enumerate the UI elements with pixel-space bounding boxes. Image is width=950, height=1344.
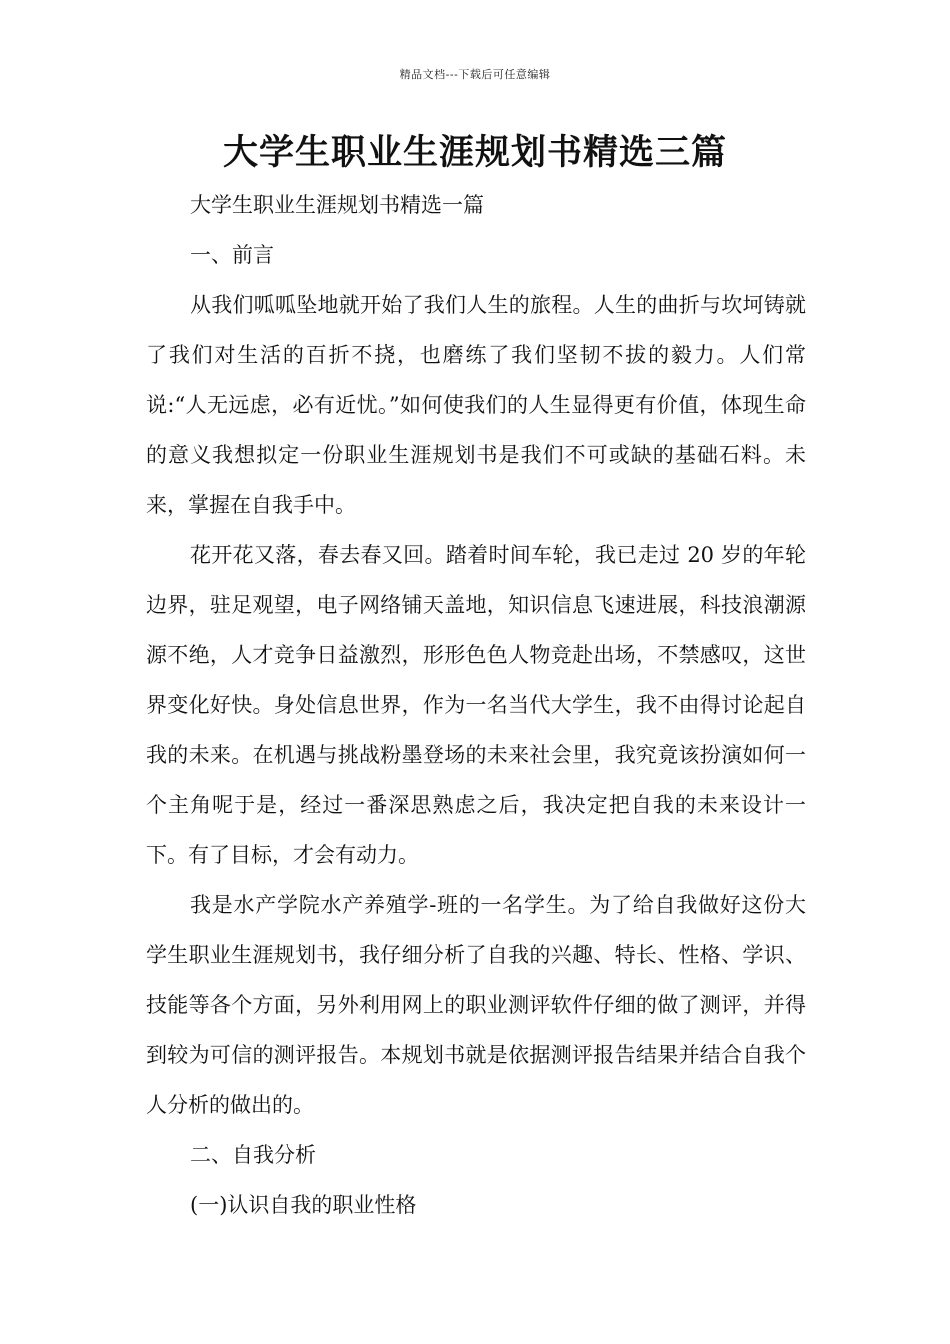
document-subtitle: 大学生职业生涯规划书精选一篇: [190, 193, 484, 217]
paragraph: 花开花又落，春去春又回。踏着时间车轮，我已走过 20 岁的年轮边界，驻足观望，电子网络铺天盖地，知识信息飞速进展，科技浪潮源源不绝，人才竞争日益激烈，形形色色人物竞赴出场，不禁感叹，这世界变化好快。身处信息世界，作为一名当代大学生，我不由得讨论起自我的未来。在机遇与挑战粉墨登场的未来社会里，我究竟该扮演如何一个主角呢于是，经过一番深思熟虑之后，我决定把自我的未来设计一下。有了目标，才会有动力。: [146, 543, 806, 867]
document-body: [146, 180, 806, 1230]
section-heading-preface: 一、前言: [190, 243, 274, 267]
section-heading-self-analysis: 二、自我分析: [190, 1143, 316, 1167]
header-note: 精品文档---下载后可任意编辑: [399, 68, 551, 81]
document-title: 大学生职业生涯规划书精选三篇: [222, 132, 727, 173]
subsection-heading: (一)认识自我的职业性格: [190, 1193, 417, 1217]
paragraph: 从我们呱呱坠地就开始了我们人生的旅程。人生的曲折与坎坷铸就了我们对生活的百折不挠，也磨练了我们坚韧不拔的毅力。人们常说:“人无远虑，必有近忧。”如何使我们的人生显得更有价值，体现生命的意义我想拟定一份职业生涯规划书是我们不可或缺的基础石料。未来，掌握在自我手中。: [146, 293, 806, 517]
paragraph: 我是水产学院水产养殖学-班的一名学生。为了给自我做好这份大学生职业生涯规划书，我仔细分析了自我的兴趣、特长、性格、学识、技能等各个方面，另外利用网上的职业测评软件仔细的做了测评，并得到较为可信的测评报告。本规划书就是依据测评报告结果并结合自我个人分析的做出的。: [146, 893, 806, 1117]
